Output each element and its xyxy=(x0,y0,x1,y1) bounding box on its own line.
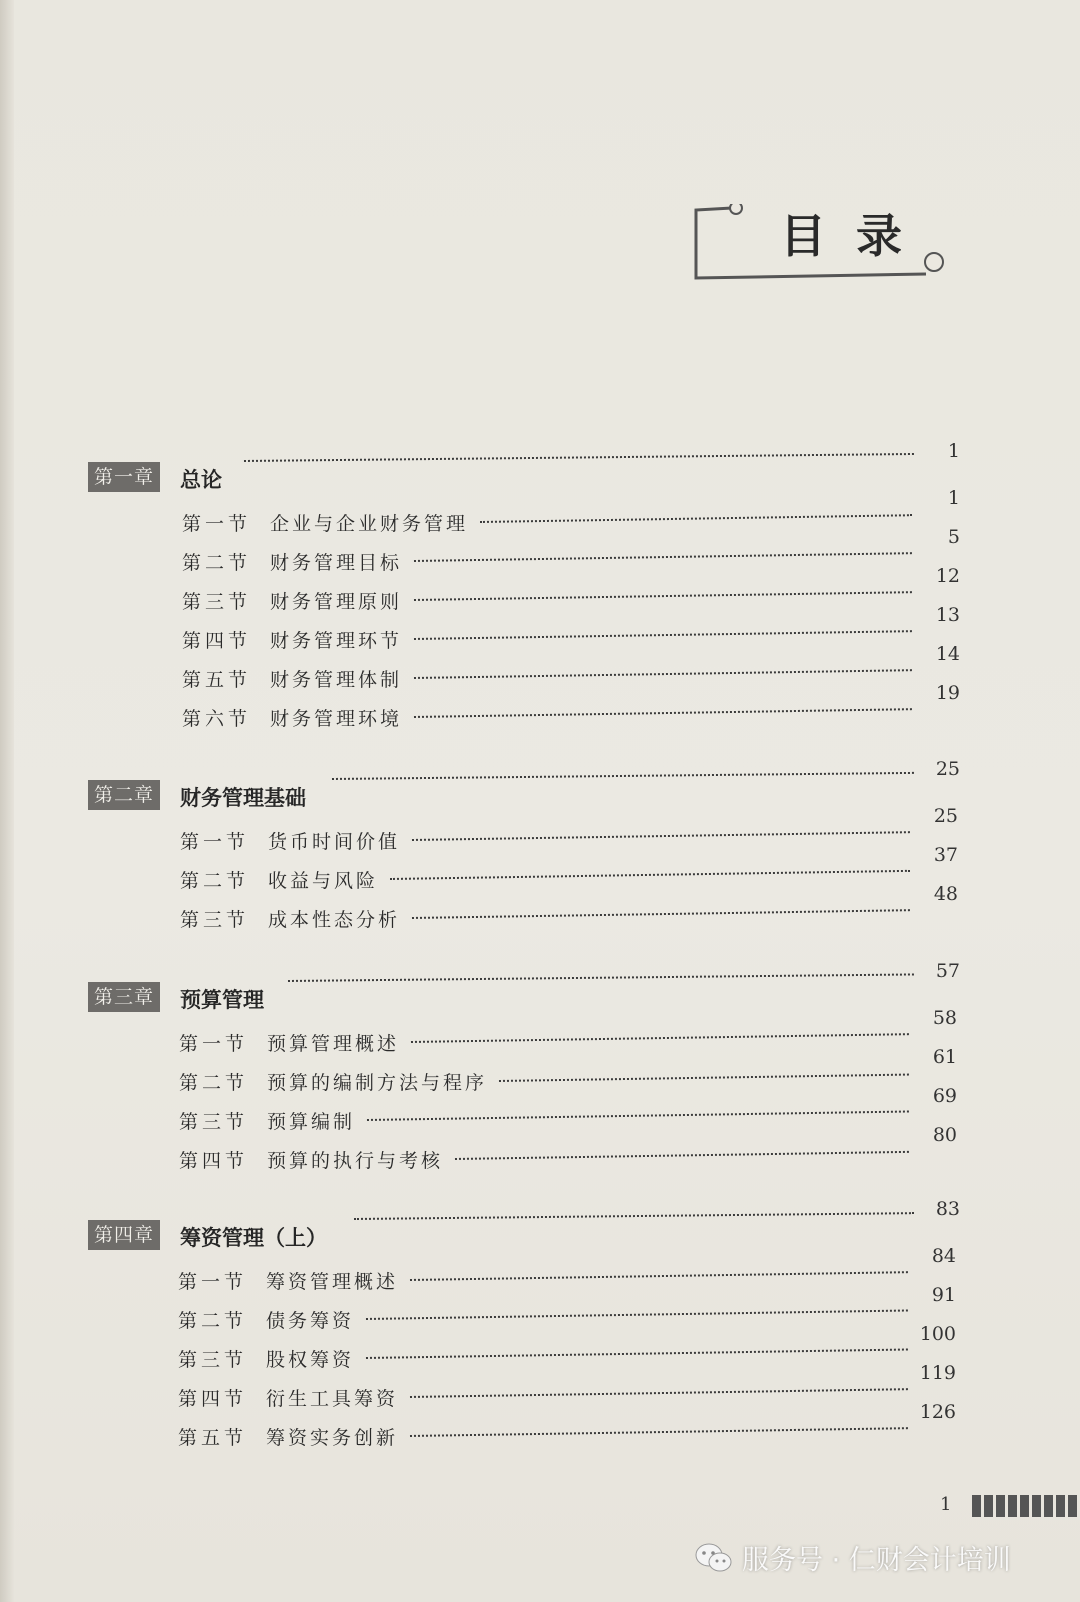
section-label: 第一节 xyxy=(179,1033,249,1055)
page-title: 目录 xyxy=(780,209,932,263)
chapter-thumb-tab xyxy=(972,1495,1080,1517)
section-page-number: 48 xyxy=(933,883,958,905)
section-page-number: 19 xyxy=(935,682,960,704)
section-page-number: 69 xyxy=(932,1085,957,1107)
section-leader-dots xyxy=(414,552,912,564)
section-page-number: 119 xyxy=(919,1362,956,1384)
section-title: 预算管理概述 xyxy=(267,1033,400,1055)
section-title: 成本性态分析 xyxy=(268,909,401,931)
section-leader-dots xyxy=(414,591,912,603)
chapter-title: 财务管理基础 xyxy=(180,786,306,810)
section-leader-dots xyxy=(499,1074,909,1084)
section-label: 第三节 xyxy=(178,1349,248,1371)
section-label: 第四节 xyxy=(182,630,252,652)
section-label: 第六节 xyxy=(182,708,252,730)
section-title: 预算编制 xyxy=(267,1111,356,1133)
section-page-number: 91 xyxy=(931,1284,956,1306)
section-page-number: 37 xyxy=(933,844,958,866)
section-label: 第一节 xyxy=(180,831,250,853)
section-label: 第二节 xyxy=(182,552,252,574)
section-leader-dots xyxy=(480,514,912,525)
section-leader-dots xyxy=(410,1388,908,1400)
section-leader-dots xyxy=(414,708,912,720)
section-leader-dots xyxy=(390,870,910,882)
section-page-number: 14 xyxy=(935,643,960,665)
section-leader-dots xyxy=(414,630,912,642)
section-label: 第四节 xyxy=(179,1150,249,1172)
section-label: 第五节 xyxy=(182,669,252,691)
section-leader-dots xyxy=(411,1033,909,1045)
section-leader-dots xyxy=(410,1271,908,1283)
section-page-number: 84 xyxy=(931,1245,956,1267)
chapter-badge: 第四章 xyxy=(88,1220,160,1250)
section-title: 企业与企业财务管理 xyxy=(270,513,469,535)
section-page-number: 61 xyxy=(932,1046,957,1068)
section-page-number: 58 xyxy=(932,1007,957,1029)
chapter-page-number: 25 xyxy=(935,758,960,780)
section-page-number: 13 xyxy=(935,604,960,626)
section-label: 第五节 xyxy=(178,1427,248,1449)
section-label: 第三节 xyxy=(182,591,252,613)
section-title: 预算的执行与考核 xyxy=(267,1150,444,1172)
chapter-leader-dots xyxy=(332,772,914,782)
section-page-number: 1 xyxy=(947,487,960,509)
section-page-number: 80 xyxy=(932,1124,957,1146)
section-label: 第四节 xyxy=(178,1388,248,1410)
section-label: 第三节 xyxy=(180,909,250,931)
section-label: 第二节 xyxy=(180,870,250,892)
chapter-leader-dots xyxy=(354,1212,914,1222)
section-label: 第二节 xyxy=(178,1310,248,1332)
section-leader-dots xyxy=(455,1151,909,1162)
chapter-badge: 第三章 xyxy=(88,982,160,1012)
section-title: 财务管理体制 xyxy=(270,669,403,691)
section-label: 第一节 xyxy=(182,513,252,535)
section-page-number: 100 xyxy=(919,1323,956,1345)
section-leader-dots xyxy=(410,1427,908,1439)
section-leader-dots xyxy=(366,1348,908,1361)
chapter-badge: 第二章 xyxy=(88,780,160,810)
chapter-page-number: 83 xyxy=(935,1198,960,1220)
section-page-number: 126 xyxy=(919,1401,956,1423)
watermark xyxy=(694,1538,1011,1577)
section-title: 衍生工具筹资 xyxy=(266,1388,399,1410)
section-title: 财务管理原则 xyxy=(270,591,403,613)
section-title: 收益与风险 xyxy=(268,870,379,892)
section-leader-dots xyxy=(367,1110,909,1123)
section-title: 股权筹资 xyxy=(266,1349,355,1371)
section-page-number: 5 xyxy=(947,526,960,548)
page-number: 1 xyxy=(940,1494,952,1515)
section-title: 预算的编制方法与程序 xyxy=(267,1072,488,1094)
section-label: 第一节 xyxy=(178,1271,248,1293)
watermark-text: 服务号 · 仁财会计培训 xyxy=(742,1545,1011,1576)
section-title: 筹资管理概述 xyxy=(266,1271,399,1293)
section-title: 货币时间价值 xyxy=(268,831,401,853)
section-leader-dots xyxy=(366,1309,908,1322)
section-leader-dots xyxy=(414,669,912,681)
section-title: 筹资实务创新 xyxy=(266,1427,399,1449)
chapter-title: 总论 xyxy=(180,468,222,492)
chapter-leader-dots xyxy=(244,453,914,464)
section-page-number: 12 xyxy=(935,565,960,587)
section-label: 第三节 xyxy=(179,1111,249,1133)
wechat-icon xyxy=(694,1542,734,1574)
section-title: 财务管理环节 xyxy=(270,630,403,652)
section-title: 债务筹资 xyxy=(266,1310,355,1332)
section-leader-dots xyxy=(412,909,910,921)
section-title: 财务管理环境 xyxy=(270,708,403,730)
chapter-title: 筹资管理（上） xyxy=(180,1226,327,1250)
chapter-page-number: 1 xyxy=(947,440,960,462)
section-label: 第二节 xyxy=(179,1072,249,1094)
page-gutter xyxy=(0,0,14,1602)
chapter-leader-dots xyxy=(288,973,914,984)
section-page-number: 25 xyxy=(933,805,958,827)
chapter-badge: 第一章 xyxy=(88,462,160,492)
chapter-title: 预算管理 xyxy=(180,988,264,1012)
section-leader-dots xyxy=(412,831,910,843)
section-title: 财务管理目标 xyxy=(270,552,403,574)
chapter-page-number: 57 xyxy=(935,960,960,982)
